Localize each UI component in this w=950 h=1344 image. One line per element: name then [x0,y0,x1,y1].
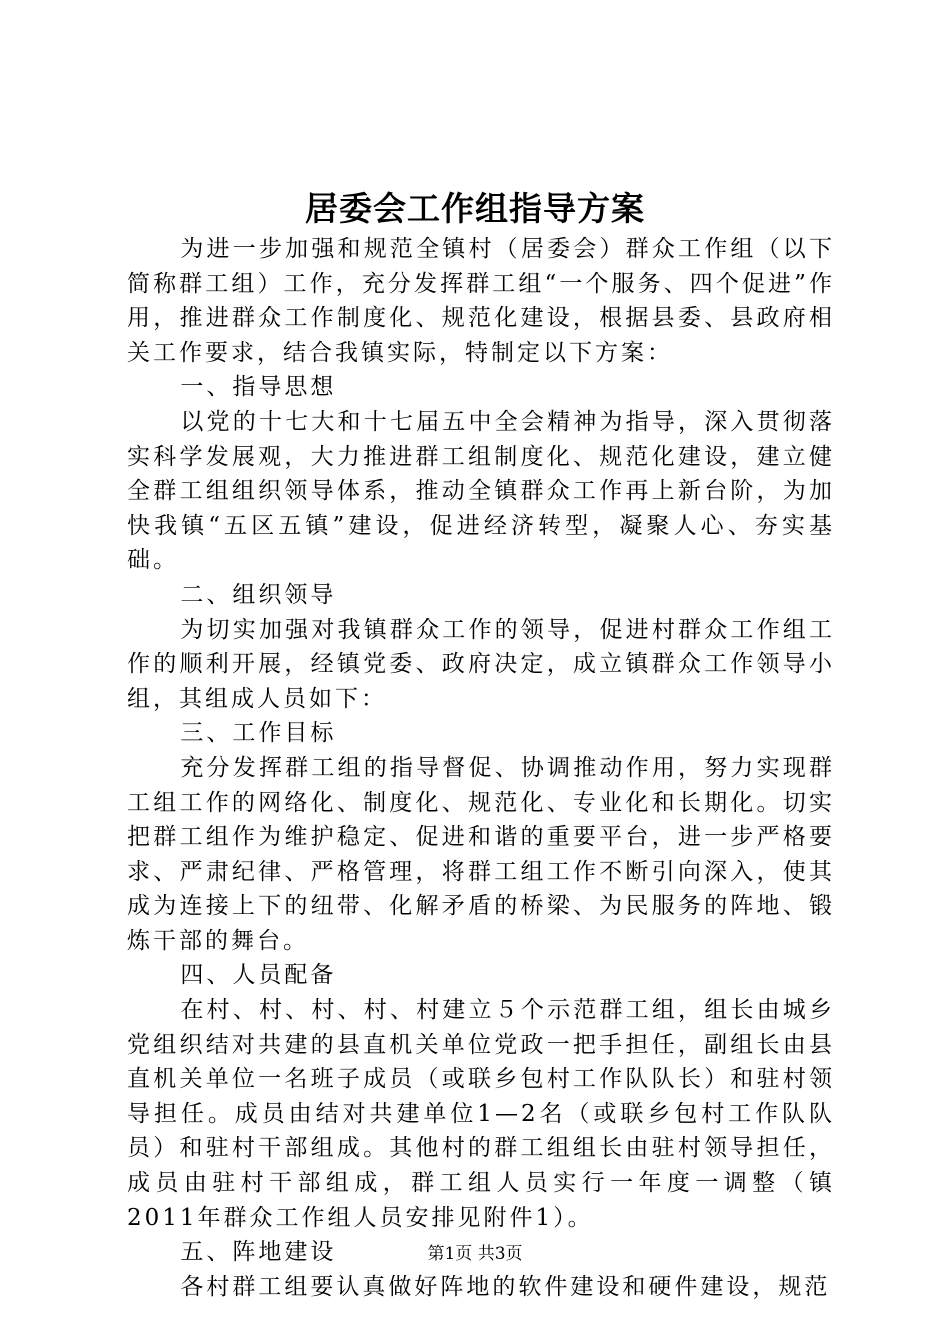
document-body [127,232,835,1304]
paragraph-guiding-thought: 以党的十七大和十七届五中全会精神为指导，深入贯彻落实科学发展观，大力推进群工组制度化、规范化建设，建立健全群工组组织领导体系，推动全镇群众工作再上新台阶，为加快我镇“五区五镇”建设，促进经济转型，凝聚人心、夯实基础。 [127,408,835,574]
document-title: 居委会工作组指导方案 [305,189,645,228]
section-heading-3: 三、工作目标 [180,720,337,747]
paragraph-intro: 为进一步加强和规范全镇村（居委会）群众工作组（以下简称群工组）工作，充分发挥群工组“一个服务、四个促进”作用，推进群众工作制度化、规范化建设，根据县委、县政府相关工作要求，结合我镇实际，特制定以下方案： [127,236,835,366]
section-heading-1: 一、指导思想 [180,374,337,401]
paragraph-staffing: 在村、村、村、村、村建立５个示范群工组，组长由城乡党组织结对共建的县直机关单位党政一把手担任，副组长由县直机关单位一名班子成员（或联乡包村工作队队长）和驻村领导担任。成员由结对共建单位1—2名（或联乡包村工作队队员）和驻村干部组成。其他村的群工组组长由驻村领导担任，成员由驻村干部组成，群工组人员实行一年度一调整（镇2011年群众工作组人员安排见附件1）。 [127,997,835,1231]
paragraph-goals: 充分发挥群工组的指导督促、协调推动作用，努力实现群工组工作的网络化、制度化、规范化、专业化和长期化。切实把群工组作为维护稳定、促进和谐的重要平台，进一步严格要求、严肃纪律、严格管理，将群工组工作不断引向深入，使其成为连接上下的纽带、化解矛盾的桥梁、为民服务的阵地、锻炼干部的舞台。 [127,754,835,954]
paragraph-organization: 为切实加强对我镇群众工作的领导，促进村群众工作组工作的顺利开展，经镇党委、政府决定，成立镇群众工作领导小组，其组成人员如下： [127,616,835,712]
section-heading-2: 二、组织领导 [180,581,337,608]
paragraph-facilities: 各村群工组要认真做好阵地的软件建设和硬件建设，规范 [180,1273,831,1300]
page-footer: 第1页 共3页 [427,1244,523,1264]
section-heading-4: 四、人员配备 [180,962,337,989]
section-heading-5: 五、阵地建设 [180,1239,337,1266]
